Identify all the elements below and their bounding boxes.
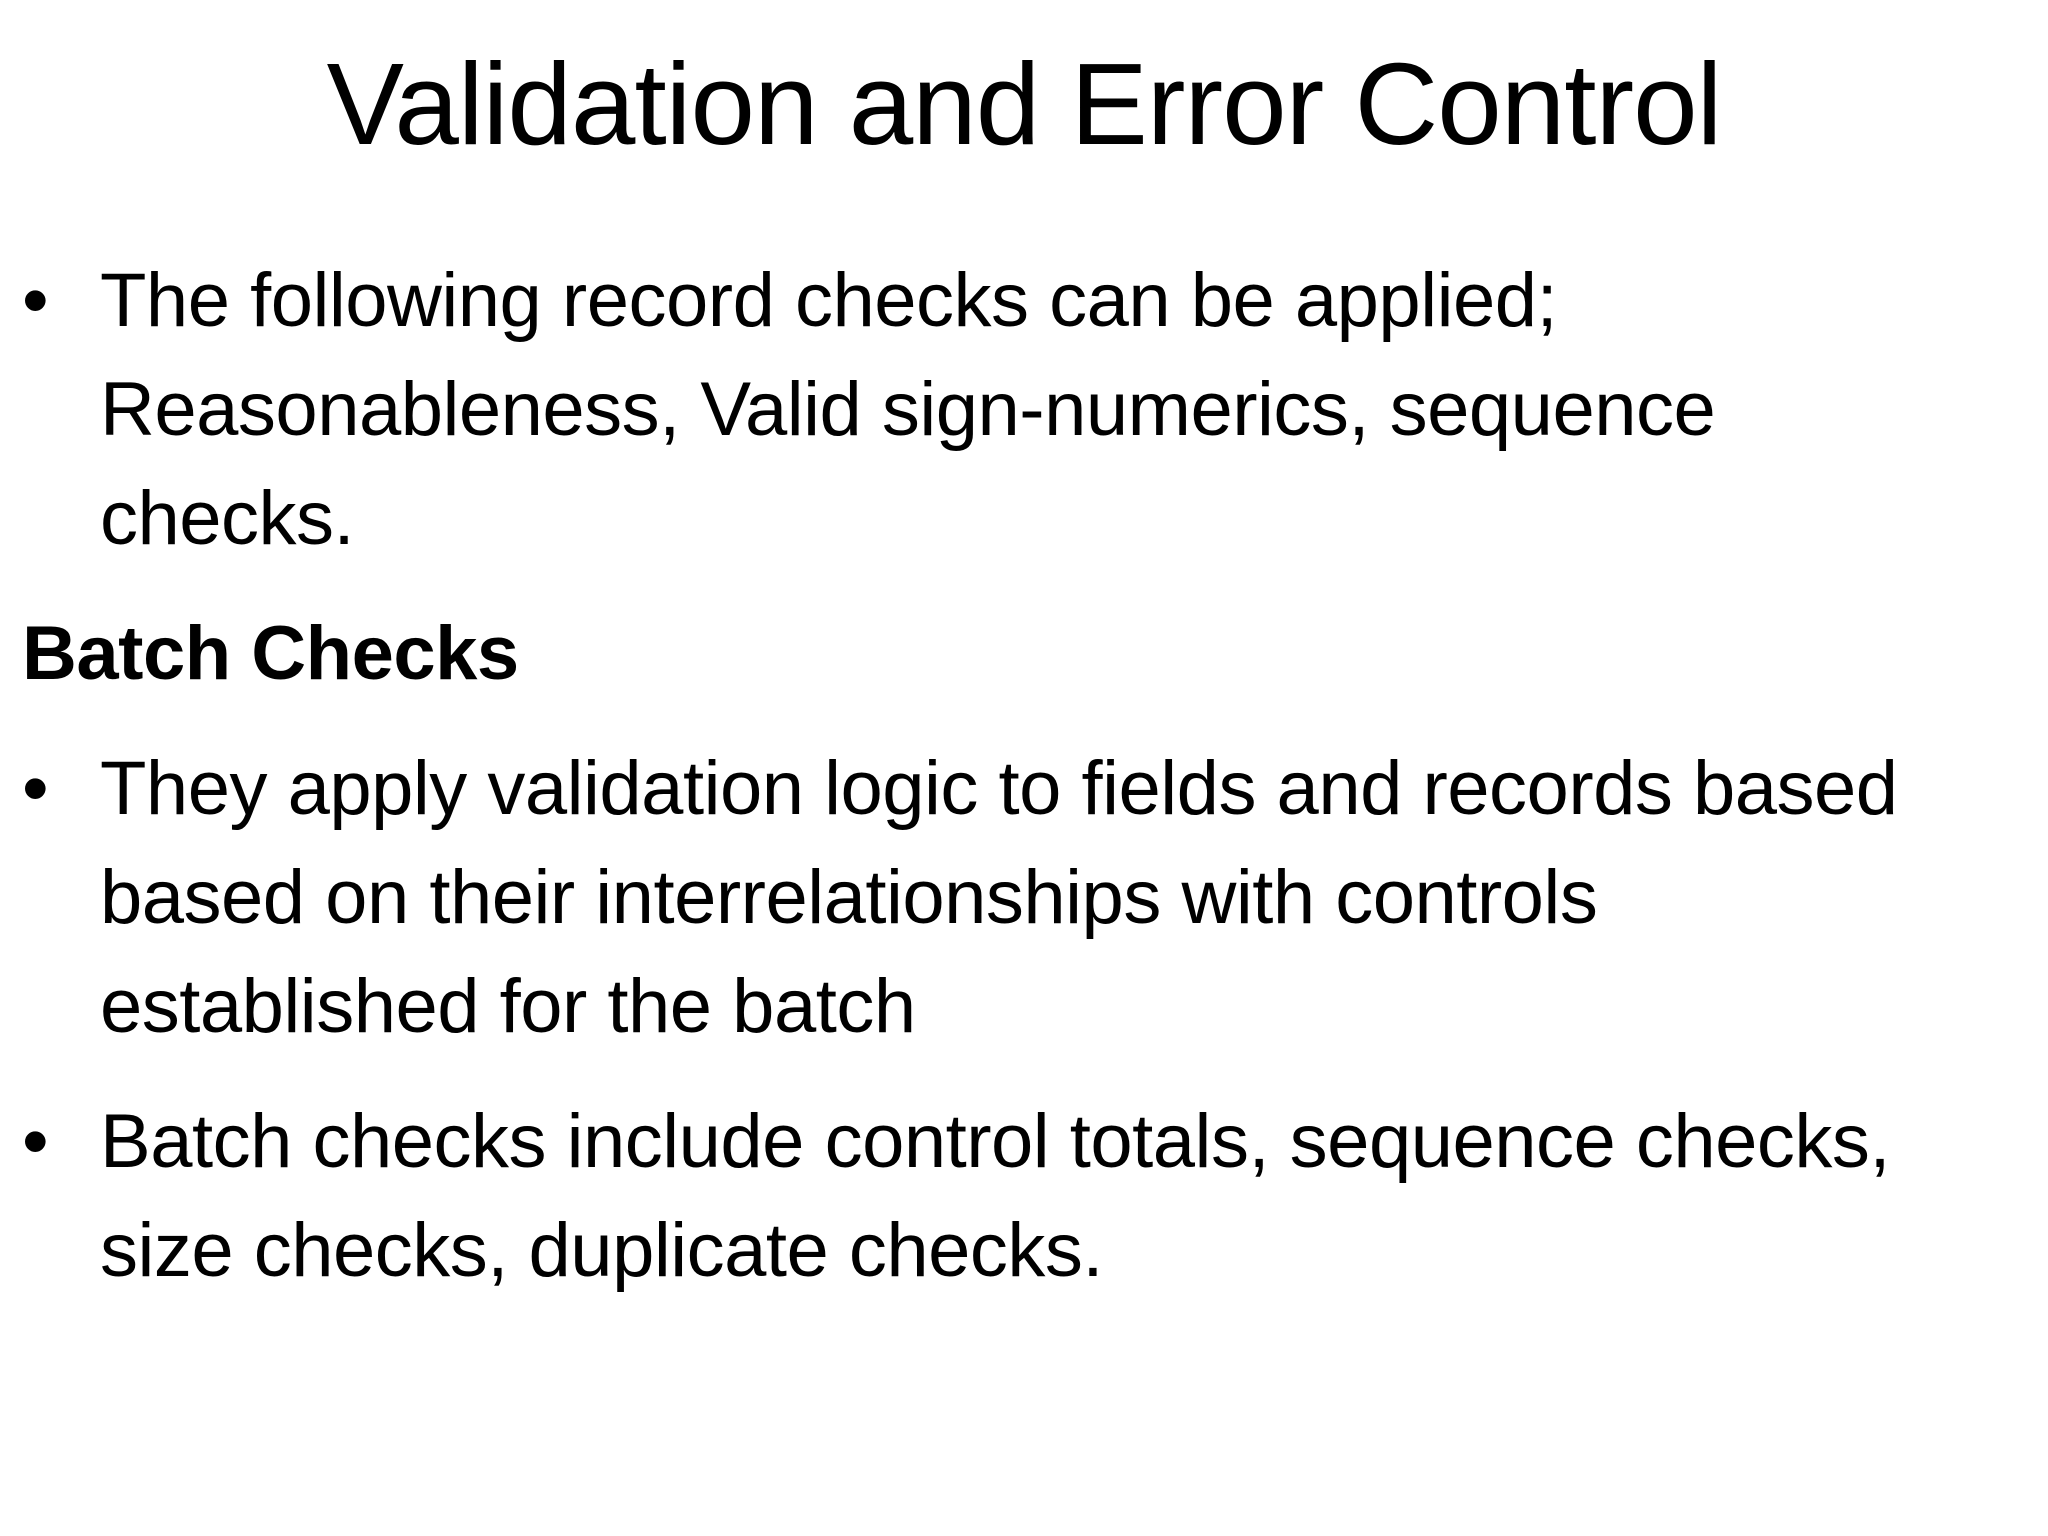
bullet-item [22,246,1922,573]
bullet-item [22,1087,1922,1305]
bullet-icon: • [22,1099,49,1184]
bullet-text: Batch checks include control totals, sequence checks, size checks, duplicate checks. [100,1099,1891,1293]
slide-body [22,246,1922,1331]
bullet-text: They apply validation logic to fields and records based based on their interrelationships with controls established for the batch [100,746,1898,1049]
bullet-text: The following record checks can be applied; Reasonableness, Valid sign-numerics, sequence checks. [100,258,1716,561]
bullet-icon: • [22,746,49,831]
bullet-item [22,734,1922,1061]
section-heading: Batch Checks [22,611,519,696]
slide-title: Validation and Error Control [326,39,1722,169]
bullet-icon: • [22,258,49,343]
